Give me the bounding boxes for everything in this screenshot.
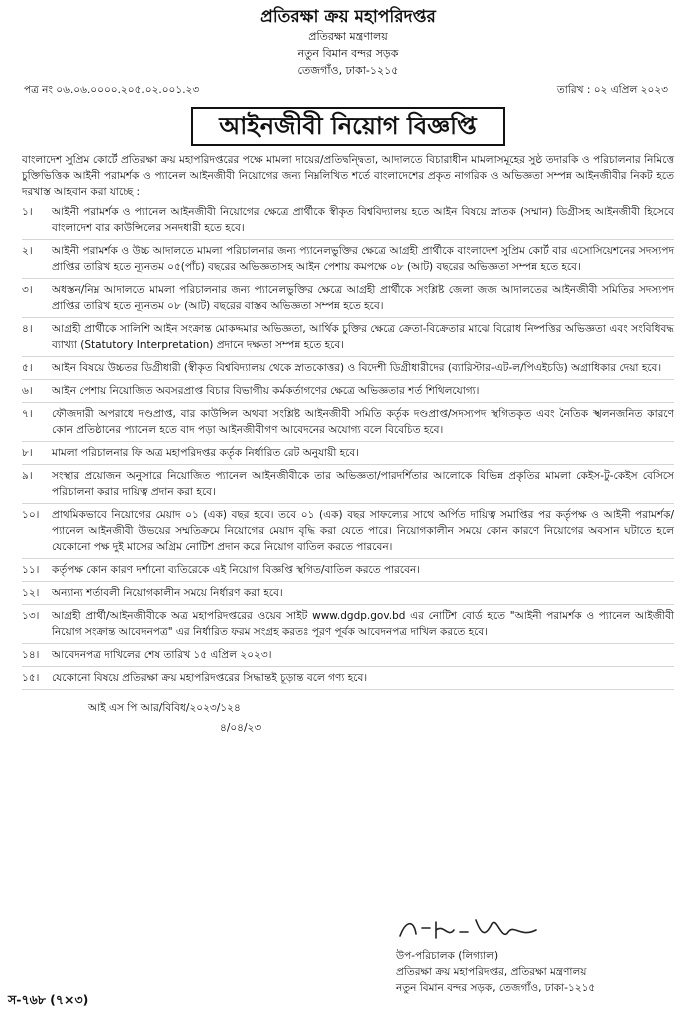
office-road: নতুন বিমান বন্দর সড়ক: [297, 47, 399, 60]
item-text: আইন বিষয়ে উচ্চতর ডিগ্রীধারী (স্বীকৃত বিশ্ববিদ্যালয় থেকে স্নাতকোত্তর) ও বিদেশী ডিগ্রীধারীদের (ব্যারিস্টার-এট-ল/পিএইচডি) অগ্রাধিকার দেয়া হবে।: [52, 362, 662, 374]
item-text: আইনী পরামর্শক ও প্যানেল আইনজীবী নিয়োগের ক্ষেত্রে প্রার্থীকে স্বীকৃত বিশ্ববিদ্যালয় হতে আইন বিষয়ে স্নাতক (সম্মান) ডিগ্রীসহ আইনজীবী হিসেবে বাংলাদেশ বার কাউন্সিলের সনদধারী হতে হবে।: [52, 206, 674, 234]
list-item: [22, 468, 674, 504]
list-item: [22, 585, 674, 605]
signatory-address: নতুন বিমান বন্দর সড়ক, তেজগাঁও, ঢাকা-১২১৫: [396, 982, 596, 994]
item-text: কর্তৃপক্ষ কোন কারণ দর্শানো ব্যতিরেকে এই নিয়োগ বিজ্ঞপ্তি স্থগিত/বাতিল করতে পারবেন।: [52, 564, 420, 576]
item-number: ২।: [22, 245, 33, 257]
item-text: যেকোনো বিষয়ে প্রতিরক্ষা ক্রয় মহাপরিদপ্তরের সিদ্ধান্তই চূড়ান্ত বলে গণ্য হবে।: [52, 672, 368, 684]
memo-line: [14, 83, 682, 101]
item-number: ৪।: [22, 323, 33, 335]
list-item: [22, 507, 674, 559]
ministry-name: প্রতিরক্ষা মন্ত্রণালয়: [308, 30, 388, 43]
item-text: আগ্রহী প্রার্থীকে সালিশি আইন সংক্রান্ত মোকদ্দমার অভিজ্ঞতা, আর্থিক চুক্তির ক্ষেত্রে ক্রেতা-বিক্রেতার মাঝে বিরোধ নিষ্পত্তির অভিজ্ঞতা এবং সংবিধিবদ্ধ ব্যাখ্যা (Statutory Interpretation) প্রদানে দক্ষতা সম্পন্ন হতে হবে।: [52, 323, 674, 351]
list-item: [22, 562, 674, 582]
item-text: মামলা পরিচালনার ফি অত্র মহাপরিদপ্তর কর্তৃক নির্ধারিত রেট অনুযায়ী হবে।: [52, 447, 360, 459]
list-item: [22, 670, 674, 690]
letterhead: [14, 6, 682, 79]
item-text: অন্যান্য শর্তাবলী নিয়োগকালীন সময়ে নির্ধারণ করা হবে।: [52, 587, 283, 599]
list-item: [22, 204, 674, 240]
memo-date: তারিখ : ০২ এপ্রিল ২০২৩: [556, 84, 668, 96]
signature: [396, 912, 546, 950]
item-text: সংস্থার প্রয়োজন অনুসারে নিয়োজিত প্যানেল আইনজীবীকে তার অভিজ্ঞতা/পারদর্শিতার আলোকে বিভিন্ন প্রকৃতির মামলা কেইস-টু-কেইস বেসিসে পরিচালনা করার দায়িত্ব প্রদান করা হবে।: [52, 470, 674, 498]
memo-number: পত্র নং ০৬.০৬.০০০০.২০৫.০২.০০১.২৩: [24, 84, 200, 96]
list-item: [22, 243, 674, 279]
item-text: অধস্তন/নিম্ন আদালতে মামলা পরিচালনার জন্য প্যানেলভুক্তির ক্ষেত্রে আগ্রহী প্রার্থীকে সংশ্লিষ্ট জেলা জজ আদালতের আইনজীবী সমিতির সদস্যপদ প্রাপ্তির তারিখ হতে ন্যূনতম ০৮ (আট) বছরের বাস্তব অভিজ্ঞতা সম্পন্ন হতে হবে।: [52, 284, 674, 312]
item-number: ১৪।: [22, 649, 40, 661]
item-number: ১১।: [22, 564, 40, 576]
ad-code: স-৭৬৮ (৭×৩): [8, 992, 89, 1007]
item-number: ১৩।: [22, 610, 40, 622]
item-number: ১৫।: [22, 672, 40, 684]
list-item: [22, 647, 674, 667]
item-text: আইন পেশায় নিয়োজিত অবসরপ্রাপ্ত বিচার বিভাগীয় কর্মকর্তাগণের ক্ষেত্রে অভিজ্ঞতার শর্ত শিথিলযোগ্য।: [52, 385, 480, 397]
signatory-block: [396, 948, 595, 996]
list-item: [22, 282, 674, 318]
notice-title: আইনজীবী নিয়োগ বিজ্ঞপ্তি: [191, 107, 505, 146]
list-item: [22, 608, 674, 644]
signatory-designation: উপ-পরিচালক (লিগ্যাল): [396, 950, 499, 962]
item-number: ৭।: [22, 408, 33, 420]
item-number: ১২।: [22, 587, 40, 599]
org-name: প্রতিরক্ষা ক্রয় মহাপরিদপ্তর: [260, 7, 436, 27]
item-number: ১০।: [22, 509, 40, 521]
reference-number: আই এস পি আর/বিবিধ/২০২৩/১২৪: [88, 702, 241, 714]
item-number: ৯।: [22, 470, 33, 482]
list-item: [22, 445, 674, 465]
signature-scribble: [396, 912, 546, 946]
item-text: আইনী পরামর্শক ও উচ্চ আদালতে মামলা পরিচালনার জন্য প্যানেলভুক্তির ক্ষেত্রে আগ্রহী প্রার্থীকে বাংলাদেশ সুপ্রিম কোর্ট বার এসোসিয়েশনের সদস্যপদ প্রাপ্তির তারিখ হতে ন্যূনতম ০৫(পাঁচ) বছরের অভিজ্ঞতাসহ আইন পেশায় কমপক্ষে ০৮ (আট) বছরের অভিজ্ঞতা সম্পন্ন হতে হবে।: [52, 245, 674, 273]
signatory-office: প্রতিরক্ষা ক্রয় মহাপরিদপ্তর, প্রতিরক্ষা মন্ত্রণালয়: [396, 966, 587, 978]
list-item: [22, 360, 674, 380]
reference-date: ৪/০৪/২৩: [220, 722, 262, 734]
item-number: ৬।: [22, 385, 33, 397]
list-item: [22, 383, 674, 403]
title-box: [14, 107, 682, 146]
intro-paragraph: বাংলাদেশ সুপ্রিম কোর্টে প্রতিরক্ষা ক্রয় মহাপরিদপ্তরের পক্ষে মামলা দায়ের/প্রতিদ্বন্দ্বিতা, আদালতে বিচারাধীন মামলাসমূহের সুষ্ঠ তদারকি ও পরিচালনার নিমিত্তে চুক্তিভিত্তিক আইনী পরামর্শক ও প্যানেল আইনজীবী নিয়োগের জন্য নিম্নলিখিত শর্তে বাংলাদেশের প্রকৃত নাগরিক ও অভিজ্ঞতা সম্পন্ন আইনজীবীর নিকট হতে দরখাস্ত আহবান করা যাচ্ছে :: [22, 154, 674, 198]
office-city: তেজগাঁও, ঢাকা-১২১৫: [297, 64, 399, 77]
item-text: ফৌজদারী অপরাধে দণ্ডপ্রাপ্ত, বার কাউন্সিল অথবা সংশ্লিষ্ট আইনজীবী সমিতি কর্তৃক দণ্ডপ্রাপ্ত/সদস্যপদ স্থগিতকৃত এবং নৈতিক স্খলনজনিত কারণে কোন প্রতিষ্ঠানের প্যানেল হতে বাদ পড়া আইনজীবীগণ আবেদনের অযোগ্য বলে বিবেচিত হবে।: [52, 408, 674, 436]
item-number: ১।: [22, 206, 33, 218]
list-item: [22, 406, 674, 442]
item-number: ৩।: [22, 284, 33, 296]
item-number: ৮।: [22, 447, 33, 459]
conditions-list: [14, 204, 682, 690]
list-item: [22, 321, 674, 357]
item-text: আবেদনপত্র দাখিলের শেষ তারিখ ১৫ এপ্রিল ২০২৩।: [52, 649, 272, 661]
item-text: প্রাথমিকভাবে নিয়োগের মেয়াদ ০১ (এক) বছর হবে। তবে ০১ (এক) বছর সাফল্যের সাথে অর্পিত দায়িত্ব সমাপ্তির পর কর্তৃপক্ষ ও আইনী পরামর্শক/প্যানেল আইনজীবী উভয়ের সম্মতিক্রমে নিয়োগের মেয়াদ বৃদ্ধি করা যেতে পারে। নিয়োগকালীন সময়ে কোন কারণে নিয়োগের অবসান ঘটাতে হলে যেকোনো পক্ষ দুই মাসের অগ্রিম নোটিশ প্রদান করে নিয়োগ বাতিল করতে পারবেন।: [52, 509, 674, 553]
item-number: ৫।: [22, 362, 33, 374]
item-text: আগ্রহী প্রার্থী/আইনজীবীকে অত্র মহাপরিদপ্তরের ওয়েব সাইট www.dgdp.gov.bd এর নোটিশ বোর্ড হতে "আইনী পরামর্শক ও প্যানেল আইজীবী নিয়োগ সংক্রান্ত আবেদনপত্র" এর নির্ধারিত ফরম সংগ্রহ করতঃ পূরণ পূর্বক আবেদনপত্র দাখিল করতে হবে।: [52, 610, 674, 638]
